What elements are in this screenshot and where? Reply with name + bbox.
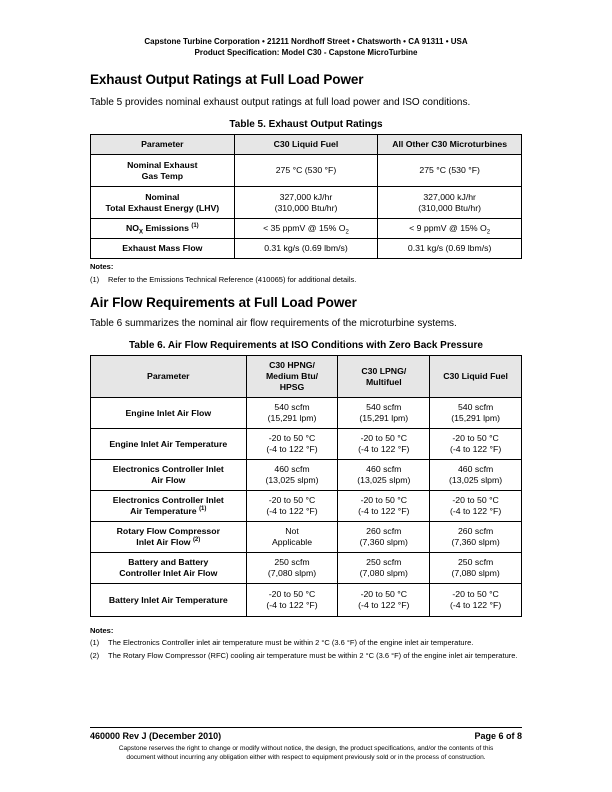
table-row bbox=[91, 398, 522, 429]
cell-value: 0.31 kg/s (0.69 lbm/s) bbox=[234, 239, 378, 259]
cell-value: 275 °C (530 °F) bbox=[234, 155, 378, 187]
table-row bbox=[91, 219, 522, 239]
row-parameter: Nominal Total Exhaust Energy (LHV) bbox=[91, 187, 235, 219]
cell-value: -20 to 50 °C (-4 to 122 °F) bbox=[430, 429, 522, 460]
column-header: Parameter bbox=[91, 135, 235, 155]
table-row bbox=[91, 491, 522, 522]
cell-value: -20 to 50 °C (-4 to 122 °F) bbox=[338, 491, 430, 522]
cell-value: 460 scfm (13,025 slpm) bbox=[338, 460, 430, 491]
cell-value: -20 to 50 °C (-4 to 122 °F) bbox=[430, 491, 522, 522]
table6-airflow-requirements bbox=[90, 355, 522, 617]
table6-caption: Table 6. Air Flow Requirements at ISO Conditions with Zero Back Pressure bbox=[129, 340, 483, 351]
footer-doc-id: 460000 Rev J (December 2010) bbox=[90, 731, 222, 741]
table-row bbox=[91, 553, 522, 584]
row-parameter: $NO_X$ Emissions $^{(1)}$ bbox=[91, 219, 235, 239]
section-intro-exhaust: Table 5 provides nominal exhaust output ratings at full load power and ISO conditions. bbox=[90, 97, 471, 108]
row-parameter: Exhaust Mass Flow bbox=[91, 239, 235, 259]
table-row bbox=[91, 429, 522, 460]
table6-notes-label: Notes: bbox=[90, 626, 114, 635]
footer-disclaimer: Capstone reserves the right to change or modify without notice, the design, the product specifications, and/or the contents of this document without incurring any obligation either with respect to equipment previously sold or in the process of construction. bbox=[118, 745, 494, 761]
row-parameter: Engine Inlet Air Flow bbox=[91, 398, 247, 429]
column-header: C30 Liquid Fuel bbox=[234, 135, 378, 155]
table-header-row bbox=[91, 356, 522, 398]
company-address: Capstone Turbine Corporation • 21211 Nordhoff Street • Chatsworth • CA 91311 • USA bbox=[144, 37, 468, 46]
cell-value: -20 to 50 °C (-4 to 122 °F) bbox=[246, 584, 338, 617]
cell-value: -20 to 50 °C (-4 to 122 °F) bbox=[246, 491, 338, 522]
cell-value: 540 scfm (15,291 lpm) bbox=[246, 398, 338, 429]
table-row bbox=[91, 460, 522, 491]
table-row bbox=[91, 155, 522, 187]
row-parameter: Battery Inlet Air Temperature bbox=[91, 584, 247, 617]
cell-value: -20 to 50 °C (-4 to 122 °F) bbox=[338, 584, 430, 617]
cell-value: 0.31 kg/s (0.69 lbm/s) bbox=[378, 239, 522, 259]
section-title-airflow: Air Flow Requirements at Full Load Power bbox=[90, 295, 357, 310]
row-parameter: Battery and Battery Controller Inlet Air Flow bbox=[91, 553, 247, 584]
cell-value: 260 scfm (7,360 slpm) bbox=[338, 522, 430, 553]
cell-value: 327,000 kJ/hr (310,000 Btu/hr) bbox=[234, 187, 378, 219]
cell-value: -20 to 50 °C (-4 to 122 °F) bbox=[430, 584, 522, 617]
footer-divider bbox=[90, 727, 522, 728]
table6-note-1: (1) The Electronics Controller inlet air temperature must be within 2 °C (3.6 °F) of the engine inlet air temperature. bbox=[90, 638, 474, 647]
table5-caption: Table 5. Exhaust Output Ratings bbox=[229, 119, 383, 130]
row-parameter: Nominal Exhaust Gas Temp bbox=[91, 155, 235, 187]
footer-page-number: Page 6 of 8 bbox=[474, 731, 522, 741]
page-header bbox=[0, 36, 612, 58]
section-title-exhaust: Exhaust Output Ratings at Full Load Power bbox=[90, 72, 364, 87]
table5-note-1: (1) Refer to the Emissions Technical Reference (410065) for additional details. bbox=[90, 275, 357, 284]
cell-value: 460 scfm (13,025 slpm) bbox=[430, 460, 522, 491]
column-header: C30 LPNG/ Multifuel bbox=[338, 356, 430, 398]
cell-value: < 9 ppmV @ 15% $O_2$ bbox=[378, 219, 522, 239]
cell-value: 460 scfm (13,025 slpm) bbox=[246, 460, 338, 491]
section-intro-airflow: Table 6 summarizes the nominal air flow requirements of the microturbine systems. bbox=[90, 318, 457, 329]
column-header: C30 Liquid Fuel bbox=[430, 356, 522, 398]
cell-value: 275 °C (530 °F) bbox=[378, 155, 522, 187]
cell-value: < 35 ppmV @ 15% $O_2$ bbox=[234, 219, 378, 239]
table-row bbox=[91, 187, 522, 219]
table-row bbox=[91, 239, 522, 259]
product-spec-title: Product Specification: Model C30 - Capstone MicroTurbine bbox=[194, 48, 418, 57]
column-header: C30 HPNG/ Medium Btu/ HPSG bbox=[246, 356, 338, 398]
row-parameter: Electronics Controller Inlet Air Flow bbox=[91, 460, 247, 491]
table-row bbox=[91, 522, 522, 553]
cell-value: 250 scfm (7,080 slpm) bbox=[430, 553, 522, 584]
cell-value: -20 to 50 °C (-4 to 122 °F) bbox=[338, 429, 430, 460]
row-parameter: Rotary Flow Compressor Inlet Air Flow $^{(2)}$ bbox=[91, 522, 247, 553]
cell-value: 327,000 kJ/hr (310,000 Btu/hr) bbox=[378, 187, 522, 219]
table5-notes-label: Notes: bbox=[90, 262, 114, 271]
cell-value: Not Applicable bbox=[246, 522, 338, 553]
row-parameter: Engine Inlet Air Temperature bbox=[91, 429, 247, 460]
cell-value: 250 scfm (7,080 slpm) bbox=[338, 553, 430, 584]
table-row bbox=[91, 584, 522, 617]
table-header-row bbox=[91, 135, 522, 155]
column-header: All Other C30 Microturbines bbox=[378, 135, 522, 155]
cell-value: 250 scfm (7,080 slpm) bbox=[246, 553, 338, 584]
table5-exhaust-output bbox=[90, 134, 522, 259]
row-parameter: Electronics Controller Inlet Air Temperature $^{(1)}$ bbox=[91, 491, 247, 522]
table6-note-2: (2) The Rotary Flow Compressor (RFC) cooling air temperature must be within 2 °C (3.6 °F) of the engine inlet air temperature. bbox=[90, 651, 518, 660]
cell-value: 540 scfm (15,291 lpm) bbox=[338, 398, 430, 429]
cell-value: -20 to 50 °C (-4 to 122 °F) bbox=[246, 429, 338, 460]
cell-value: 540 scfm (15,291 lpm) bbox=[430, 398, 522, 429]
cell-value: 260 scfm (7,360 slpm) bbox=[430, 522, 522, 553]
column-header: Parameter bbox=[91, 356, 247, 398]
